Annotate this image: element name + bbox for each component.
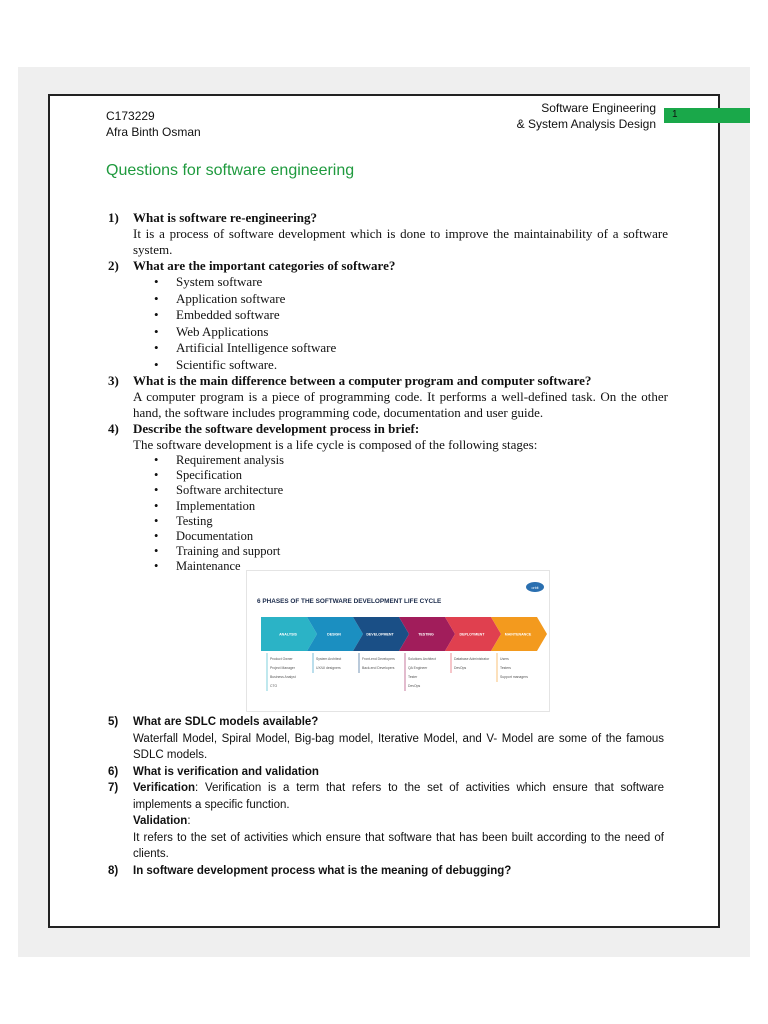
question-list-serif bbox=[108, 210, 668, 575]
phase-label: TESTING bbox=[418, 632, 434, 637]
phase-label: ANALYSIS bbox=[279, 632, 297, 637]
phase-label: DEPLOYMENT bbox=[459, 632, 485, 637]
verification-definition: : Verification is a term that refers to the set of activities which ensure that software implements a specific function. bbox=[133, 782, 664, 811]
header-left bbox=[106, 108, 201, 140]
phase-role: Product Owner bbox=[270, 657, 293, 661]
validation-heading: Validation: bbox=[133, 815, 191, 827]
sdlc-phases-diagram bbox=[247, 571, 549, 711]
list-item: • Software architecture bbox=[154, 483, 668, 498]
phase-role: QA Engineer bbox=[408, 666, 428, 670]
list-item: • Application software bbox=[154, 291, 668, 308]
question-7: 7) Verification: Verification is a term that refers to the set of activities which ensure that software implements a specific function. bbox=[108, 782, 664, 811]
sdlc-stages-list bbox=[154, 453, 668, 575]
list-item: • Web Applications bbox=[154, 324, 668, 341]
answer-1: It is a process of software development which is done to improve the maintainability of a software system. bbox=[133, 226, 668, 257]
validation-definition: It refers to the set of activities which ensure that software that has been built according to the need of clients. bbox=[133, 831, 664, 860]
phase-label: DEVELOPMENT bbox=[366, 632, 394, 637]
list-item: • Embedded software bbox=[154, 307, 668, 324]
question-list-sans bbox=[108, 714, 664, 879]
verification-term: Verification bbox=[133, 782, 195, 794]
sdlc-phases-figure bbox=[246, 570, 550, 712]
phase-role: DevOps bbox=[454, 666, 467, 670]
phase-role: Project Manager bbox=[270, 666, 295, 670]
phase-role: CTO bbox=[270, 684, 278, 688]
question-8: 8) In software development process what is the meaning of debugging? bbox=[108, 864, 512, 877]
phase-role: Front-end Developers bbox=[362, 657, 395, 661]
question-6: 6) What is verification and validation bbox=[108, 765, 319, 778]
list-item: • System software bbox=[154, 274, 668, 291]
list-item: • Scientific software. bbox=[154, 357, 668, 374]
phase-label: MAINTENANCE bbox=[504, 632, 532, 637]
phase-role: Back-end Developers bbox=[362, 666, 395, 670]
orbit-logo-text: orbit bbox=[531, 586, 539, 590]
phase-label: DESIGN bbox=[327, 632, 341, 637]
software-categories-list bbox=[154, 274, 668, 373]
phase-role: System Architect bbox=[316, 657, 342, 661]
answer-4: The software development is a life cycle is composed of the following stages: bbox=[133, 437, 538, 452]
student-id: C173229 bbox=[106, 109, 155, 123]
answer-3: A computer program is a piece of programming code. It performs a well-defined task. On the other hand, the software includes programming code, documentation and user guide. bbox=[133, 389, 668, 420]
phase-role: Testers bbox=[500, 666, 511, 670]
question-4: 4) Describe the software development process in brief: bbox=[108, 421, 420, 436]
question-5: 5) What are SDLC models available? bbox=[108, 716, 319, 728]
phase-role: Solutions Architect bbox=[408, 657, 436, 661]
list-item: • Implementation bbox=[154, 499, 668, 514]
course-line-1: Software Engineering bbox=[541, 101, 656, 115]
list-item: • Specification bbox=[154, 468, 668, 483]
list-item: • Documentation bbox=[154, 529, 668, 544]
question-2: 2) What are the important categories of software? bbox=[108, 258, 396, 273]
page-number: 1 bbox=[672, 109, 678, 120]
phase-role: Database Administrator bbox=[454, 657, 490, 661]
list-item: • Artificial Intelligence software bbox=[154, 340, 668, 357]
phase-role: Users bbox=[500, 657, 509, 661]
question-1: 1) What is software re-engineering? bbox=[108, 210, 318, 225]
phase-role: Business Analyst bbox=[270, 675, 296, 679]
student-name: Afra Binth Osman bbox=[106, 125, 201, 139]
phase-role: DevOps bbox=[408, 684, 421, 688]
phase-role: Tester bbox=[408, 675, 418, 679]
answer-5: Waterfall Model, Spiral Model, Big-bag model, Iterative Model, and V- Model are some of the famous SDLC models. bbox=[133, 732, 664, 761]
course-line-2: & System Analysis Design bbox=[516, 117, 656, 131]
header-right bbox=[470, 100, 656, 132]
phase-role: Support managers bbox=[500, 675, 528, 679]
list-item: • Training and support bbox=[154, 544, 668, 559]
page-title: Questions for software engineering bbox=[106, 162, 355, 179]
figure-title: 6 PHASES OF THE SOFTWARE DEVELOPMENT LIFE CYCLE bbox=[257, 598, 442, 605]
list-item: • Requirement analysis bbox=[154, 453, 668, 468]
list-item: • Testing bbox=[154, 514, 668, 529]
phase-role: UX/UI designers bbox=[316, 666, 341, 670]
list-item: • Maintenance bbox=[154, 559, 668, 574]
question-3: 3) What is the main difference between a computer program and computer software? bbox=[108, 373, 592, 388]
